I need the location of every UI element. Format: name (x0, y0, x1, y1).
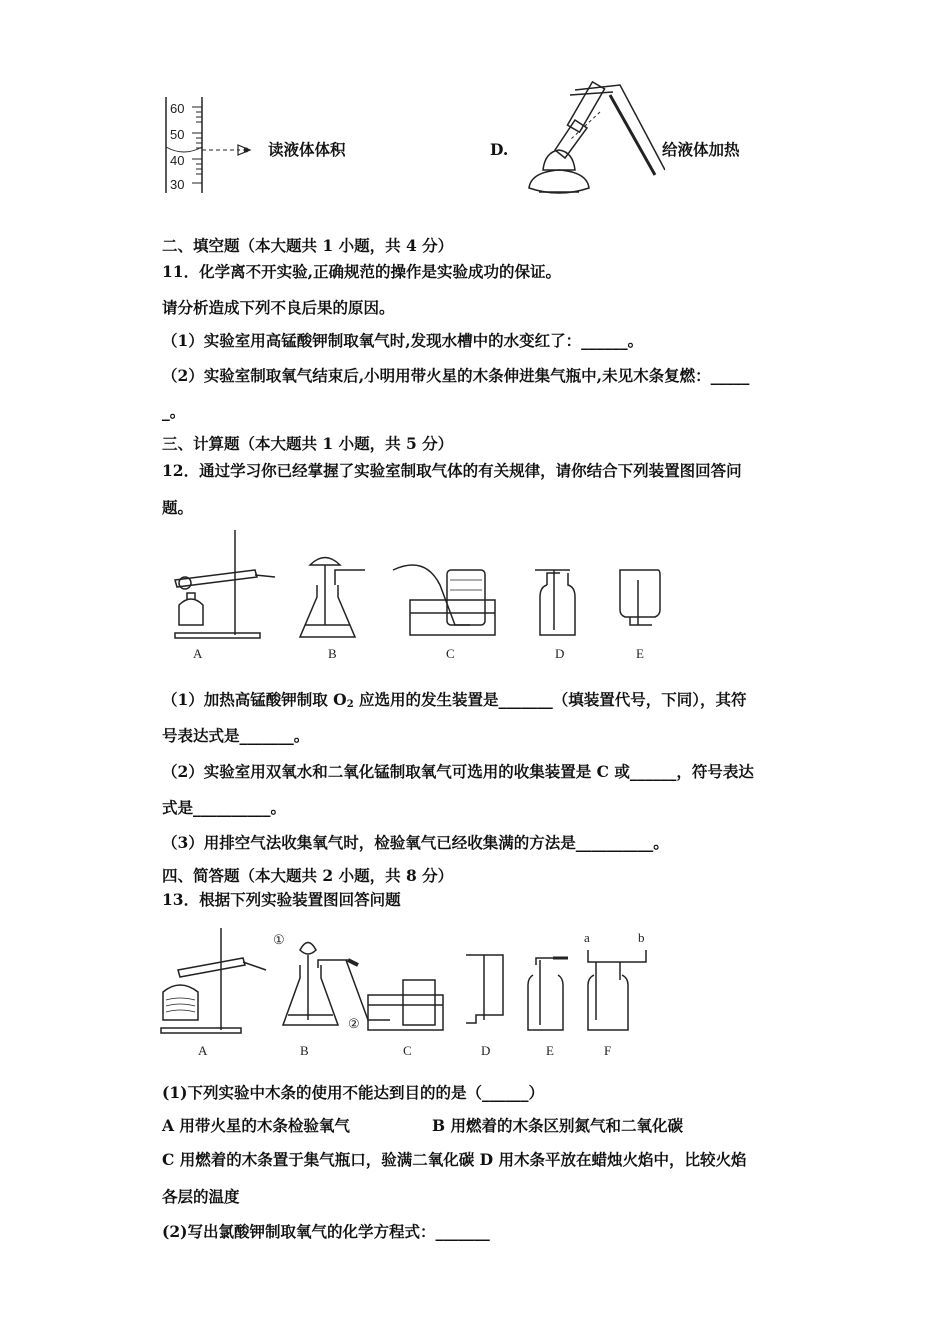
q13-option-cd-line2: 各层的温度 (162, 1187, 240, 1206)
q12-part1-line2: 号表达式是_______。 (162, 726, 310, 745)
q13-label-b: B (300, 1043, 309, 1058)
q13-marker-1: ① (273, 932, 285, 947)
q13-part2: (2)写出氯酸钾制取氧气的化学方程式：_______ (162, 1222, 490, 1241)
q11-part2-line2: _。 (162, 402, 186, 421)
cylinder-caption: 读液体体积 (268, 140, 346, 159)
section-4-title: 四、简答题（本大题共 2 小题，共 8 分） (162, 866, 454, 885)
q11-part2-line1: （2）实验室制取氧气结束后,小明用带火星的木条伸进集气瓶中,未见木条复燃：_____ (162, 366, 750, 385)
q13-port-a: a (584, 930, 590, 945)
cylinder-tick-50: 50 (170, 127, 185, 142)
q11-stem-line2: 请分析造成下列不良后果的原因。 (162, 298, 395, 317)
q12-part3: （3）用排空气法收集氧气时，检验氧气已经收集满的方法是__________。 (162, 833, 669, 852)
q12-part2-line2: 式是__________。 (162, 798, 287, 817)
q13-label-a: A (198, 1043, 208, 1058)
q11-stem-line1: 11．化学离不开实验,正确规范的操作是实验成功的保证。 (162, 262, 561, 281)
cylinder-tick-30: 30 (170, 177, 185, 192)
cylinder-tick-40: 40 (170, 153, 185, 168)
q13-option-a: A 用带火星的木条检验氧气 (162, 1116, 350, 1135)
q12-label-a: A (193, 646, 203, 661)
q13-label-e: E (546, 1043, 554, 1058)
q13-part1: (1)下列实验中木条的使用不能达到目的的是（______） (162, 1083, 544, 1102)
q13-label-f: F (604, 1043, 612, 1058)
heating-liquid-figure (515, 80, 665, 205)
q12-part1-sub: 2 (346, 699, 354, 710)
q12-part1-line1 (162, 690, 747, 715)
cylinder-tick-60: 60 (170, 101, 185, 116)
q13-port-b: b (638, 930, 645, 945)
section-3-title: 三、计算题（本大题共 1 小题，共 5 分） (162, 434, 454, 453)
q13-stem: 13．根据下列实验装置图回答问题 (162, 890, 401, 909)
q11-part1: （1）实验室用高锰酸钾制取氧气时,发现水槽中的水变红了：______。 (162, 331, 644, 350)
heating-caption: 给液体加热 (662, 140, 740, 159)
q12-part1-post: 应选用的发生装置是_______（填装置代号，下同），其符 (353, 690, 747, 709)
q12-stem-line1: 12．通过学习你已经掌握了实验室制取气体的有关规律，请你结合下列装置图回答问 (162, 461, 742, 480)
q13-label-c: C (403, 1043, 412, 1058)
q13-option-cd: C 用燃着的木条置于集气瓶口，验满二氧化碳 D 用木条平放在蜡烛火焰中，比较火焰 (162, 1150, 747, 1169)
q12-part2-line1: （2）实验室用双氧水和二氧化锰制取氧气可选用的收集装置是 C 或______，符号表达 (162, 762, 754, 781)
q12-label-b: B (328, 646, 337, 661)
q13-marker-2: ② (348, 1016, 360, 1031)
section-2-title: 二、填空题（本大题共 1 小题，共 4 分） (162, 236, 454, 255)
q12-label-e: E (636, 646, 644, 661)
q13-option-b: B 用燃着的木条区别氮气和二氧化碳 (432, 1116, 683, 1135)
q12-label-c: C (446, 646, 455, 661)
q12-label-d: D (555, 646, 565, 661)
option-d-label: D. (490, 140, 509, 159)
q12-stem-line2: 题。 (162, 498, 194, 517)
q12-part1-pre: （1）加热高锰酸钾制取 O (162, 690, 347, 709)
q13-label-d: D (481, 1043, 491, 1058)
